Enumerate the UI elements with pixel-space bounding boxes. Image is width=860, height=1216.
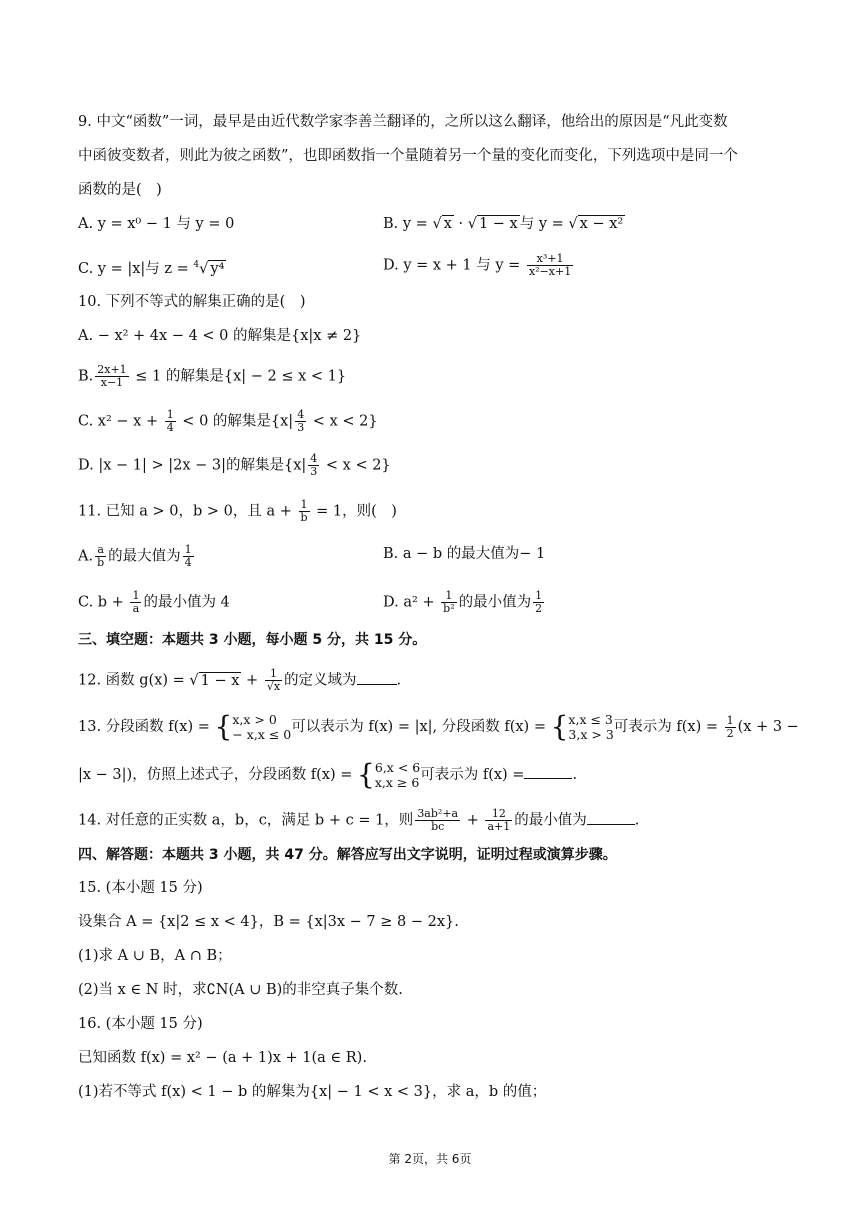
- q16-line2: (1)若不等式 f(x) < 1 − b 的解集为{x| − 1 < x < 3}，求 a，b 的值；: [78, 1084, 547, 1100]
- q10-option-c-quarter: $\frac{1}{4}$: [166, 408, 174, 434]
- q10-option-d-four-thirds: $\frac{4}{3}$: [310, 452, 318, 478]
- q13-mid1: 可以表示为 f(x) = |x|, 分段函数 f(x) =: [291, 719, 551, 735]
- q11-option-a-quarter: $\frac{1}{4}$: [184, 543, 192, 569]
- section-4-heading: 四、解答题：本题共 3 小题，共 47 分。解答应写出文字说明，证明过程或演算步骤。: [78, 847, 617, 863]
- q9-option-b-prefix: B. y =: [383, 216, 433, 232]
- q13-mid2: 可表示为 f(x) =: [613, 719, 723, 735]
- q15-line3: (2)当 x ∈ N 时，求∁N(A ∪ B)的非空真子集个数.: [78, 982, 403, 998]
- q13-piecewise-1: [232, 712, 291, 742]
- q13-line2: |x − 3|)，仿照上述式子，分段函数 f(x) = { 6,x < 6 x,x ≥ 6 可表示为 f(x) = .: [78, 758, 578, 791]
- q13-end: .: [572, 767, 578, 783]
- q11-stem-fraction: $\frac{1}{b}$: [300, 498, 308, 524]
- q9-option-d: [383, 253, 575, 278]
- q13-case-1a: x,x > 0: [232, 712, 277, 727]
- q12: 12. 函数 g(x) = √ 1 − x + $\frac{1}{√x}$ 的定义域为 .: [78, 667, 402, 693]
- q9-option-d-fraction: $\frac{\text{x³+1}}{\text{x²−x+1}}$: [528, 252, 572, 278]
- q9-line1: 9. 中文“函数”一词，最早是由近代数学家李善兰翻译的，之所以这么翻译，他给出的原因是“凡此变数: [78, 114, 728, 130]
- q9-option-b-mid: 与 y =: [519, 216, 569, 232]
- q13-case-3a: 6,x < 6: [374, 760, 421, 775]
- q10-option-c-tail: < x < 2}: [308, 413, 378, 430]
- q9-line3: 函数的是( ): [78, 182, 162, 198]
- q13-piecewise-3: [375, 760, 420, 790]
- q10-option-b-fraction: $\frac{2x+1}{x-1}$: [97, 363, 127, 389]
- q11-option-c-head: C. b +: [78, 594, 129, 611]
- q11-option-a-fraction: $\frac{a}{b}$: [97, 543, 105, 569]
- q16-title: 16. (本小题 15 分): [78, 1016, 203, 1032]
- q13-answer-blank[interactable]: [524, 764, 572, 779]
- q13-line1: 13. 分段函数 f(x) = { x,x > 0 − x,x ≤ 0 可以表示为 f(x) = |x|, 分段函数 f(x) = { x,x ≤ 3 3,x > 3 可表示为 f(x) = $\frac{1}{2}$ (x + 3 −: [78, 710, 799, 743]
- q11-option-c: [78, 590, 230, 615]
- q13-line2-head: |x − 3|)，仿照上述式子，分段函数 f(x) =: [78, 767, 358, 783]
- q10-option-c-head: C. x² − x +: [78, 413, 163, 430]
- q15-line1: 设集合 A = {x|2 ≤ x < 4}，B = {x|3x − 7 ≥ 8 − 2x}.: [78, 914, 459, 930]
- q14-head: 14. 对任意的正实数 a，b，c，满足 b + c = 1，则: [78, 812, 414, 829]
- q12-fraction: $\frac{1}{√x}$: [266, 667, 281, 693]
- q11-option-a-tail: 的最大值为: [108, 548, 181, 565]
- q9-option-b: B. y = √ x · √ 1 − x 与 y = √ x − x²: [383, 216, 624, 232]
- q12-answer-blank[interactable]: [357, 670, 397, 685]
- q15-title: 15. (本小题 15 分): [78, 880, 203, 896]
- section-3-heading: 三、填空题：本题共 3 小题，每小题 5 分，共 15 分。: [78, 632, 427, 648]
- q13-line2-tail: 可表示为 f(x) =: [420, 767, 525, 783]
- q16-line1: 已知函数 f(x) = x² − (a + 1)x + 1(a ∈ R).: [78, 1050, 367, 1066]
- q13-case-1b: − x,x ≤ 0: [232, 727, 292, 742]
- q12-end: .: [396, 672, 402, 689]
- page-footer: 第 2页，共 6页: [388, 1152, 472, 1166]
- q11-option-c-fraction: $\frac{1}{a}$: [132, 589, 140, 615]
- q13-case-2b: 3,x > 3: [568, 727, 614, 742]
- q14-plus: +: [462, 812, 484, 829]
- q13-piecewise-2: [568, 712, 613, 742]
- q15-line2: (1)求 A ∪ B，A ∩ B；: [78, 948, 232, 964]
- q10-stem: 10. 下列不等式的解集正确的是( ): [78, 294, 306, 310]
- q12-tail: 的定义域为: [284, 672, 357, 689]
- q10-option-b: B. $\frac{2x+1}{x-1}$ ≤ 1 的解集是{x| − 2 ≤ x < 1}: [78, 363, 347, 389]
- q11-option-d-head: D. a² +: [383, 594, 440, 611]
- q10-option-c-mid: < 0 的解集是{x|: [177, 413, 294, 430]
- q11-option-d-half: $\frac{1}{2}$: [535, 589, 543, 615]
- q10-option-c: [78, 409, 378, 434]
- q11-stem-tail: = 1，则( ): [311, 503, 397, 520]
- q9-option-d-prefix: D. y = x + 1 与 y =: [383, 257, 525, 274]
- q10-option-b-tail: ≤ 1 的解集是{x| − 2 ≤ x < 1}: [130, 368, 347, 385]
- q9-option-a: A. y = x⁰ − 1 与 y = 0: [78, 216, 235, 232]
- q13-case-3b: x,x ≥ 6: [374, 775, 420, 790]
- q11-option-b: B. a − b 的最大值为− 1: [383, 546, 546, 562]
- q9-option-c: C. y = |x|与 z = $^4$√ y⁴: [78, 260, 225, 277]
- q14-fraction-1: $\frac{\text{3ab²+a}}{bc}$: [417, 807, 459, 833]
- q11-option-d-fraction: $\frac{1}{\text{b²}}$: [443, 589, 455, 615]
- q11-stem-head: 11. 已知 a > 0，b > 0，且 a +: [78, 503, 297, 520]
- q13-case-2a: x,x ≤ 3: [568, 712, 613, 727]
- q9-option-c-prefix: C. y = |x|与 z =: [78, 260, 194, 277]
- q10-option-c-four-thirds: $\frac{4}{3}$: [297, 408, 305, 434]
- q11-option-d: [383, 590, 546, 615]
- q10-option-a: A. − x² + 4x − 4 < 0 的解集是{x|x ≠ 2}: [78, 328, 362, 344]
- q13-half: $\frac{1}{2}$: [726, 713, 734, 740]
- q14-tail: 的最小值为: [514, 812, 587, 829]
- q11-option-a: A. $\frac{a}{b}$ 的最大值为 $\frac{1}{4}$: [78, 543, 192, 569]
- q11-option-c-tail: 的最小值为 4: [143, 594, 230, 611]
- q14-fraction-2: $\frac{12}{a+1}$: [487, 807, 511, 833]
- q14: [78, 808, 639, 833]
- q10-option-d: [78, 453, 391, 478]
- q11-option-d-tail: 的最小值为: [458, 594, 532, 611]
- q13-mid3: (x + 3 −: [737, 719, 799, 735]
- q11-stem: [78, 499, 397, 524]
- q10-option-d-head: D. |x − 1| > |2x − 3|的解集是{x|: [78, 457, 307, 474]
- q12-head: 12. 函数 g(x) =: [78, 672, 190, 689]
- q14-end: .: [634, 812, 640, 829]
- q14-answer-blank[interactable]: [587, 810, 635, 825]
- q9-line2: 中函彼变数者，则此为彼之函数”，也即函数指一个量随着另一个量的变化而变化，下列选项中是同一个: [78, 148, 738, 164]
- q13-head: 13. 分段函数 f(x) =: [78, 719, 215, 735]
- q10-option-d-tail: < x < 2}: [321, 457, 391, 474]
